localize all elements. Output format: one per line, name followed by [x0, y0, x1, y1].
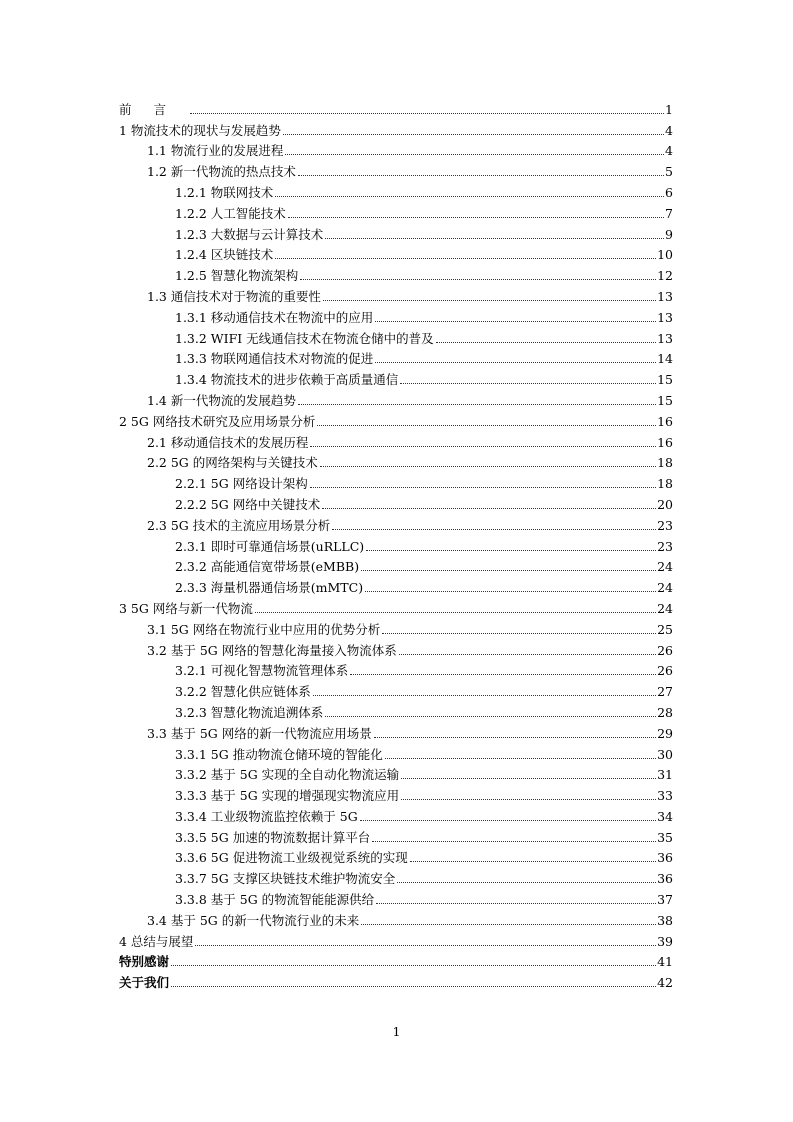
toc-entry-1-3[interactable]	[119, 284, 673, 305]
toc-entry-page: 26	[657, 663, 673, 679]
toc-entry-preface[interactable]	[119, 97, 673, 118]
toc-leader	[376, 902, 656, 904]
toc-leader	[323, 299, 656, 301]
toc-entry-1-4[interactable]	[119, 388, 673, 409]
toc-entry-title: 1.2.4 区块链技术	[175, 247, 274, 263]
toc-entry-3-2-2[interactable]	[119, 679, 673, 700]
toc-entry-page: 26	[657, 642, 673, 658]
toc-entry-1-3-2[interactable]	[119, 326, 673, 347]
toc-entry-title: 2 5G 网络技术研究及应用场景分析	[119, 413, 316, 429]
toc-leader	[310, 445, 656, 447]
toc-entry-page: 27	[657, 684, 673, 700]
toc-entry-page: 6	[665, 184, 673, 200]
toc-entry-page: 16	[657, 434, 673, 450]
toc-entry-title: 1.2.3 大数据与云计算技术	[175, 226, 324, 242]
toc-entry-page: 37	[657, 892, 673, 908]
page-number: 1	[392, 1024, 401, 1039]
toc-entry-2-2[interactable]	[119, 451, 673, 472]
toc-leader	[332, 528, 656, 530]
toc-entry-2-2-1[interactable]	[119, 471, 673, 492]
toc-entry-title: 前言	[119, 101, 189, 117]
toc-leader	[317, 424, 656, 426]
toc-entry-title: 3.3.2 基于 5G 实现的全自动化物流运输	[175, 767, 400, 783]
toc-leader	[285, 153, 664, 155]
toc-entry-title: 1.3.2 WIFI 无线通信技术在物流仓储中的普及	[175, 330, 434, 346]
toc-entry-page: 10	[657, 247, 673, 263]
toc-entry-title: 3.3.3 基于 5G 实现的增强现实物流应用	[175, 788, 400, 804]
toc-entry-1-2-1[interactable]	[119, 180, 673, 201]
toc-leader	[361, 923, 656, 925]
toc-entry-page: 5	[665, 164, 673, 180]
toc-leader	[275, 195, 664, 197]
toc-leader	[397, 881, 656, 883]
toc-entry-3-2[interactable]	[119, 638, 673, 659]
toc-entry-title: 3.2.2 智慧化供应链体系	[175, 684, 311, 700]
toc-leader	[374, 736, 656, 738]
toc-entry-3-3-7[interactable]	[119, 866, 673, 887]
toc-entry-1-2-3[interactable]	[119, 222, 673, 243]
toc-entry-title: 3.2.3 智慧化物流追溯体系	[175, 704, 324, 720]
toc-entry-2-1[interactable]	[119, 430, 673, 451]
toc-entry-title: 3.3.8 基于 5G 的物流智能能源供给	[175, 892, 375, 908]
toc-entry-1-2[interactable]	[119, 159, 673, 180]
toc-entry-page: 28	[657, 704, 673, 720]
toc-entry-3-3-4[interactable]	[119, 804, 673, 825]
toc-entry-title: 1.3.4 物流技术的进步依赖于高质量通信	[175, 372, 399, 388]
toc-leader	[195, 944, 656, 946]
toc-entry-3-3-2[interactable]	[119, 763, 673, 784]
toc-entry-page: 35	[657, 829, 673, 845]
toc-entry-3-3-6[interactable]	[119, 846, 673, 867]
toc-entry-title: 3.3 基于 5G 网络的新一代物流应用场景	[147, 725, 372, 741]
toc-entry-2[interactable]	[119, 409, 673, 430]
toc-entry-page: 20	[657, 496, 673, 512]
toc-leader	[171, 964, 656, 966]
toc-leader	[375, 320, 656, 322]
toc-entry-page: 29	[657, 725, 673, 741]
toc-entry-title: 3 5G 网络与新一代物流	[119, 600, 253, 616]
toc-entry-1[interactable]	[119, 118, 673, 139]
toc-entry-page: 23	[657, 538, 673, 554]
toc-entry-2-2-2[interactable]	[119, 492, 673, 513]
toc-entry-2-3-2[interactable]	[119, 555, 673, 576]
toc-entry-3-3-1[interactable]	[119, 742, 673, 763]
toc-entry-3-3[interactable]	[119, 721, 673, 742]
toc-leader	[400, 382, 656, 384]
toc-entry-3-3-8[interactable]	[119, 887, 673, 908]
toc-entry-page: 23	[657, 517, 673, 533]
toc-entry-page: 18	[657, 455, 673, 471]
toc-entry-title: 2.2 5G 的网络架构与关键技术	[147, 455, 318, 471]
toc-leader	[361, 569, 656, 571]
toc-entry-title: 1.2.2 人工智能技术	[175, 205, 286, 221]
toc-entry-page: 15	[657, 372, 673, 388]
toc-leader	[255, 611, 656, 613]
toc-entry-page: 13	[657, 330, 673, 346]
toc-entry-page: 41	[657, 954, 673, 970]
toc-entry-page: 39	[657, 933, 673, 949]
toc-entry-1-2-2[interactable]	[119, 201, 673, 222]
table-of-contents	[119, 97, 673, 991]
toc-entry-2-3-3[interactable]	[119, 575, 673, 596]
toc-entry-title: 3.2 基于 5G 网络的智慧化海量接入物流体系	[147, 642, 397, 658]
toc-entry-page: 12	[657, 268, 673, 284]
toc-entry-page: 33	[657, 788, 673, 804]
toc-leader	[288, 216, 664, 218]
toc-entry-title: 3.3.5 5G 加速的物流数据计算平台	[175, 829, 371, 845]
toc-entry-page: 4	[665, 122, 673, 138]
toc-entry-2-3[interactable]	[119, 513, 673, 534]
toc-entry-3-4[interactable]	[119, 908, 673, 929]
toc-entry-title: 2.2.2 5G 网络中关键技术	[175, 496, 321, 512]
toc-leader	[190, 112, 664, 114]
toc-entry-title: 3.3.1 5G 推动物流仓储环境的智能化	[175, 746, 383, 762]
toc-entry-title: 3.3.6 5G 促进物流工业级视觉系统的实现	[175, 850, 408, 866]
toc-entry-title: 2.3.1 即时可靠通信场景(uRLLC)	[175, 538, 365, 554]
toc-leader	[385, 757, 656, 759]
toc-leader	[283, 133, 664, 135]
toc-entry-title: 3.3.7 5G 支撑区块链技术维护物流安全	[175, 871, 396, 887]
toc-leader	[401, 777, 656, 779]
toc-entry-page: 24	[657, 580, 673, 596]
toc-leader	[372, 840, 656, 842]
toc-entry-title: 1.2 新一代物流的热点技术	[147, 164, 296, 180]
toc-entry-page: 15	[657, 392, 673, 408]
toc-leader	[350, 673, 656, 675]
toc-entry-page: 4	[665, 143, 673, 159]
toc-entry-title: 1.3.1 移动通信技术在物流中的应用	[175, 309, 374, 325]
toc-entry-page: 31	[657, 767, 673, 783]
toc-entry-page: 34	[657, 808, 673, 824]
toc-leader	[313, 694, 656, 696]
toc-entry-page: 13	[657, 288, 673, 304]
toc-leader	[360, 819, 656, 821]
toc-leader	[298, 403, 656, 405]
toc-entry-page: 36	[657, 871, 673, 887]
toc-entry-title: 2.2.1 5G 网络设计架构	[175, 476, 308, 492]
toc-entry-page: 24	[657, 559, 673, 575]
toc-leader	[436, 341, 656, 343]
toc-leader	[382, 632, 656, 634]
toc-entry-title: 2.3 5G 技术的主流应用场景分析	[147, 517, 331, 533]
toc-entry-title: 3.3.4 工业级物流监控依赖于 5G	[175, 808, 358, 824]
toc-entry-title: 2.3.3 海量机器通信场景(mMTC)	[175, 580, 364, 596]
toc-leader	[325, 715, 656, 717]
toc-entry-3-3-5[interactable]	[119, 825, 673, 846]
toc-leader	[171, 985, 656, 987]
toc-entry-1-3-1[interactable]	[119, 305, 673, 326]
toc-entry-title: 4 总结与展望	[119, 933, 194, 949]
toc-entry-3-2-3[interactable]	[119, 700, 673, 721]
toc-entry-3[interactable]	[119, 596, 673, 617]
toc-entry-4[interactable]	[119, 929, 673, 950]
toc-entry-1-1[interactable]	[119, 139, 673, 160]
toc-leader	[275, 257, 656, 259]
toc-entry-3-3-3[interactable]	[119, 783, 673, 804]
toc-entry-page: 38	[657, 912, 673, 928]
toc-entry-acknowledgements[interactable]	[119, 950, 673, 971]
toc-leader	[320, 465, 656, 467]
toc-entry-title: 3.2.1 可视化智慧物流管理体系	[175, 663, 349, 679]
toc-entry-page: 36	[657, 850, 673, 866]
toc-entry-about-us[interactable]	[119, 970, 673, 991]
toc-leader	[322, 507, 656, 509]
toc-entry-page: 30	[657, 746, 673, 762]
toc-entry-page: 1	[665, 101, 673, 117]
toc-entry-title: 1.3 通信技术对于物流的重要性	[147, 288, 321, 304]
toc-entry-title: 1.2.5 智慧化物流架构	[175, 268, 299, 284]
toc-leader	[375, 361, 656, 363]
toc-entry-3-2-1[interactable]	[119, 659, 673, 680]
toc-leader	[298, 174, 664, 176]
toc-entry-2-3-1[interactable]	[119, 534, 673, 555]
toc-leader	[310, 486, 656, 488]
toc-leader	[325, 237, 664, 239]
toc-entry-page: 16	[657, 413, 673, 429]
toc-entry-title: 2.3.2 高能通信宽带场景(eMBB)	[175, 559, 360, 575]
toc-entry-page: 14	[657, 351, 673, 367]
toc-leader	[300, 278, 656, 280]
toc-entry-1-2-4[interactable]	[119, 243, 673, 264]
toc-entry-title: 关于我们	[119, 975, 170, 991]
toc-entry-page: 13	[657, 309, 673, 325]
toc-entry-title: 1.2.1 物联网技术	[175, 184, 274, 200]
toc-entry-title: 2.1 移动通信技术的发展历程	[147, 434, 309, 450]
toc-entry-title: 3.1 5G 网络在物流行业中应用的优势分析	[147, 621, 381, 637]
toc-entry-title: 1.3.3 物联网通信技术对物流的促进	[175, 351, 374, 367]
toc-leader	[410, 860, 656, 862]
toc-leader	[366, 549, 656, 551]
toc-leader	[399, 653, 656, 655]
toc-entry-page: 7	[665, 205, 673, 221]
toc-entry-title: 1.1 物流行业的发展进程	[147, 143, 284, 159]
toc-entry-page: 42	[657, 975, 673, 991]
toc-entry-page: 24	[657, 600, 673, 616]
toc-entry-title: 1 物流技术的现状与发展趋势	[119, 122, 281, 138]
toc-entry-page: 18	[657, 476, 673, 492]
toc-leader	[365, 590, 656, 592]
toc-entry-title: 特别感谢	[119, 954, 170, 970]
toc-entry-1-3-4[interactable]	[119, 367, 673, 388]
toc-entry-1-2-5[interactable]	[119, 263, 673, 284]
toc-entry-title: 3.4 基于 5G 的新一代物流行业的未来	[147, 912, 360, 928]
toc-entry-page: 25	[657, 621, 673, 637]
toc-entry-page: 9	[665, 226, 673, 242]
toc-entry-3-1[interactable]	[119, 617, 673, 638]
toc-entry-1-3-3[interactable]	[119, 347, 673, 368]
toc-entry-title: 1.4 新一代物流的发展趋势	[147, 392, 296, 408]
toc-leader	[401, 798, 656, 800]
